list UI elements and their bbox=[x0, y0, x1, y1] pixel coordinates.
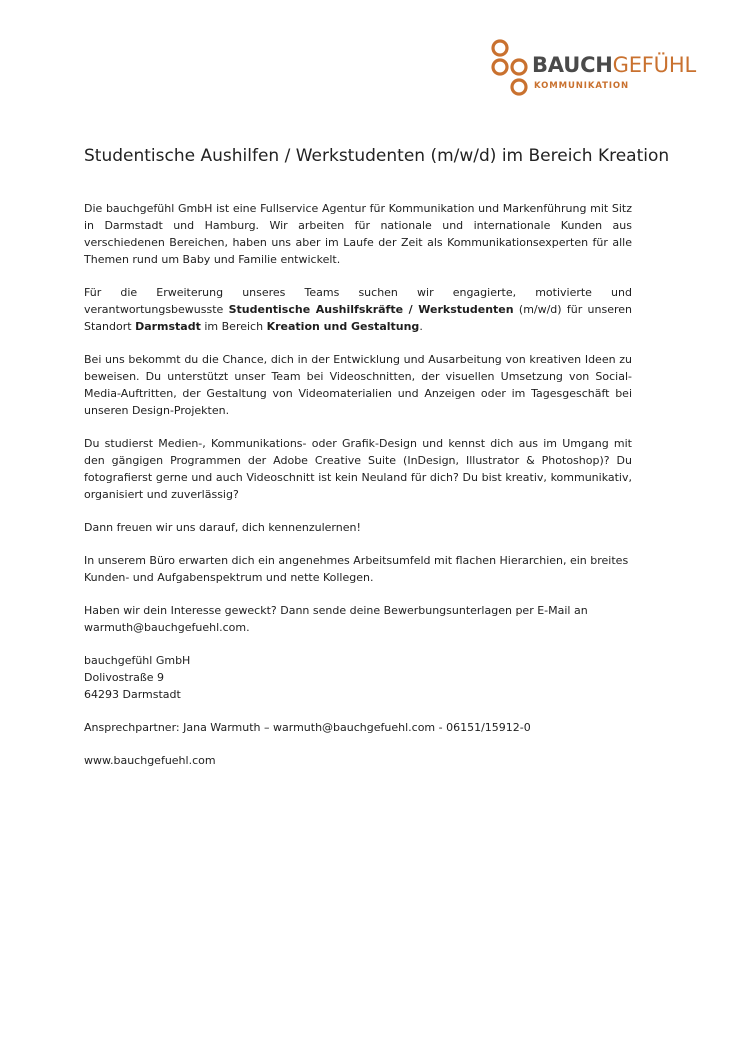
job-title: Studentische Aushilfen / Werkstudenten (m/w/d) im Bereich Kreation bbox=[84, 146, 670, 166]
company-address bbox=[84, 652, 632, 703]
intro-paragraph: Die bauchgefühl GmbH ist eine Fullservice Agentur für Kommunikation und Markenführung mit Sitz in Darmstadt und Hamburg. Wir arbeiten für nationale und internationale Kunden aus verschiedenen Bereichen, haben uns aber im Laufe der Zeit als Kommunikationsexperten für alle Themen rund um Baby und Familie entwickelt. bbox=[84, 202, 632, 266]
location-highlight: Darmstadt bbox=[135, 320, 201, 333]
role-highlight: Studentische Aushilfskräfte / Werkstudenten bbox=[228, 303, 514, 316]
profile-paragraph: Du studierst Medien-, Kommunikations- oder Grafik-Design und kennst dich aus im Umgang mit den gängigen Programmen der Adobe Creative Suite (InDesign, Illustrator & Photoshop)? Du fotografierst gerne und auch Videoschnitt ist kein Neuland für dich? Du bist kreativ, kommunikativ, organisiert und zuverlässig? bbox=[84, 437, 632, 501]
apply-paragraph: Haben wir dein Interesse geweckt? Dann sende deine Bewerbungsunterlagen per E-Mail an warmuth@bauchgefuehl.com. bbox=[84, 604, 588, 634]
team-line-1: Für die Erweiterung unseres Teams suchen wir engagierte, motivierte und bbox=[84, 286, 632, 299]
logo-word-light: GEFÜHL bbox=[612, 53, 696, 77]
contact-line: Ansprechpartner: Jana Warmuth – warmuth@bauchgefuehl.com - 06151/15912-0 bbox=[84, 721, 531, 734]
logo-subline: KOMMUNIKATION bbox=[534, 81, 630, 91]
team-paragraph bbox=[84, 284, 632, 335]
website-link[interactable]: www.bauchgefuehl.com bbox=[84, 754, 216, 767]
job-description bbox=[84, 200, 632, 785]
logo-wordmark bbox=[532, 55, 696, 76]
logo-word-bold: BAUCH bbox=[532, 53, 613, 77]
team-lead: verantwortungsbewusste bbox=[84, 303, 229, 316]
logo-rings-icon bbox=[488, 38, 532, 102]
address-city: 64293 Darmstadt bbox=[84, 688, 181, 701]
company-logo bbox=[488, 38, 718, 102]
address-street: Dolivostraße 9 bbox=[84, 671, 165, 684]
team-mid: (m/w/d) für unseren Standort bbox=[84, 303, 632, 333]
offer-paragraph: Bei uns bekommt du die Chance, dich in der Entwicklung und Ausarbeitung von kreativen Ideen zu beweisen. Du unterstützt unser Team bei Videoschnitten, der visuellen Umsetzung von Social-Media-Auftritten, der Gestaltung von Videomaterialien und Anzeigen oder im Tagesgeschäft bei unseren Design-Projekten. bbox=[84, 353, 632, 417]
closing-paragraph: Dann freuen wir uns darauf, dich kennenzulernen! bbox=[84, 521, 361, 534]
area-highlight: Kreation und Gestaltung bbox=[266, 320, 420, 333]
office-paragraph: In unserem Büro erwarten dich ein angenehmes Arbeitsumfeld mit flachen Hierarchien, ein breites Kunden- und Aufgabenspektrum und nette Kollegen. bbox=[84, 554, 629, 584]
team-end: . bbox=[419, 320, 423, 333]
team-area-pre: im Bereich bbox=[200, 320, 267, 333]
address-company: bauchgefühl GmbH bbox=[84, 654, 191, 667]
